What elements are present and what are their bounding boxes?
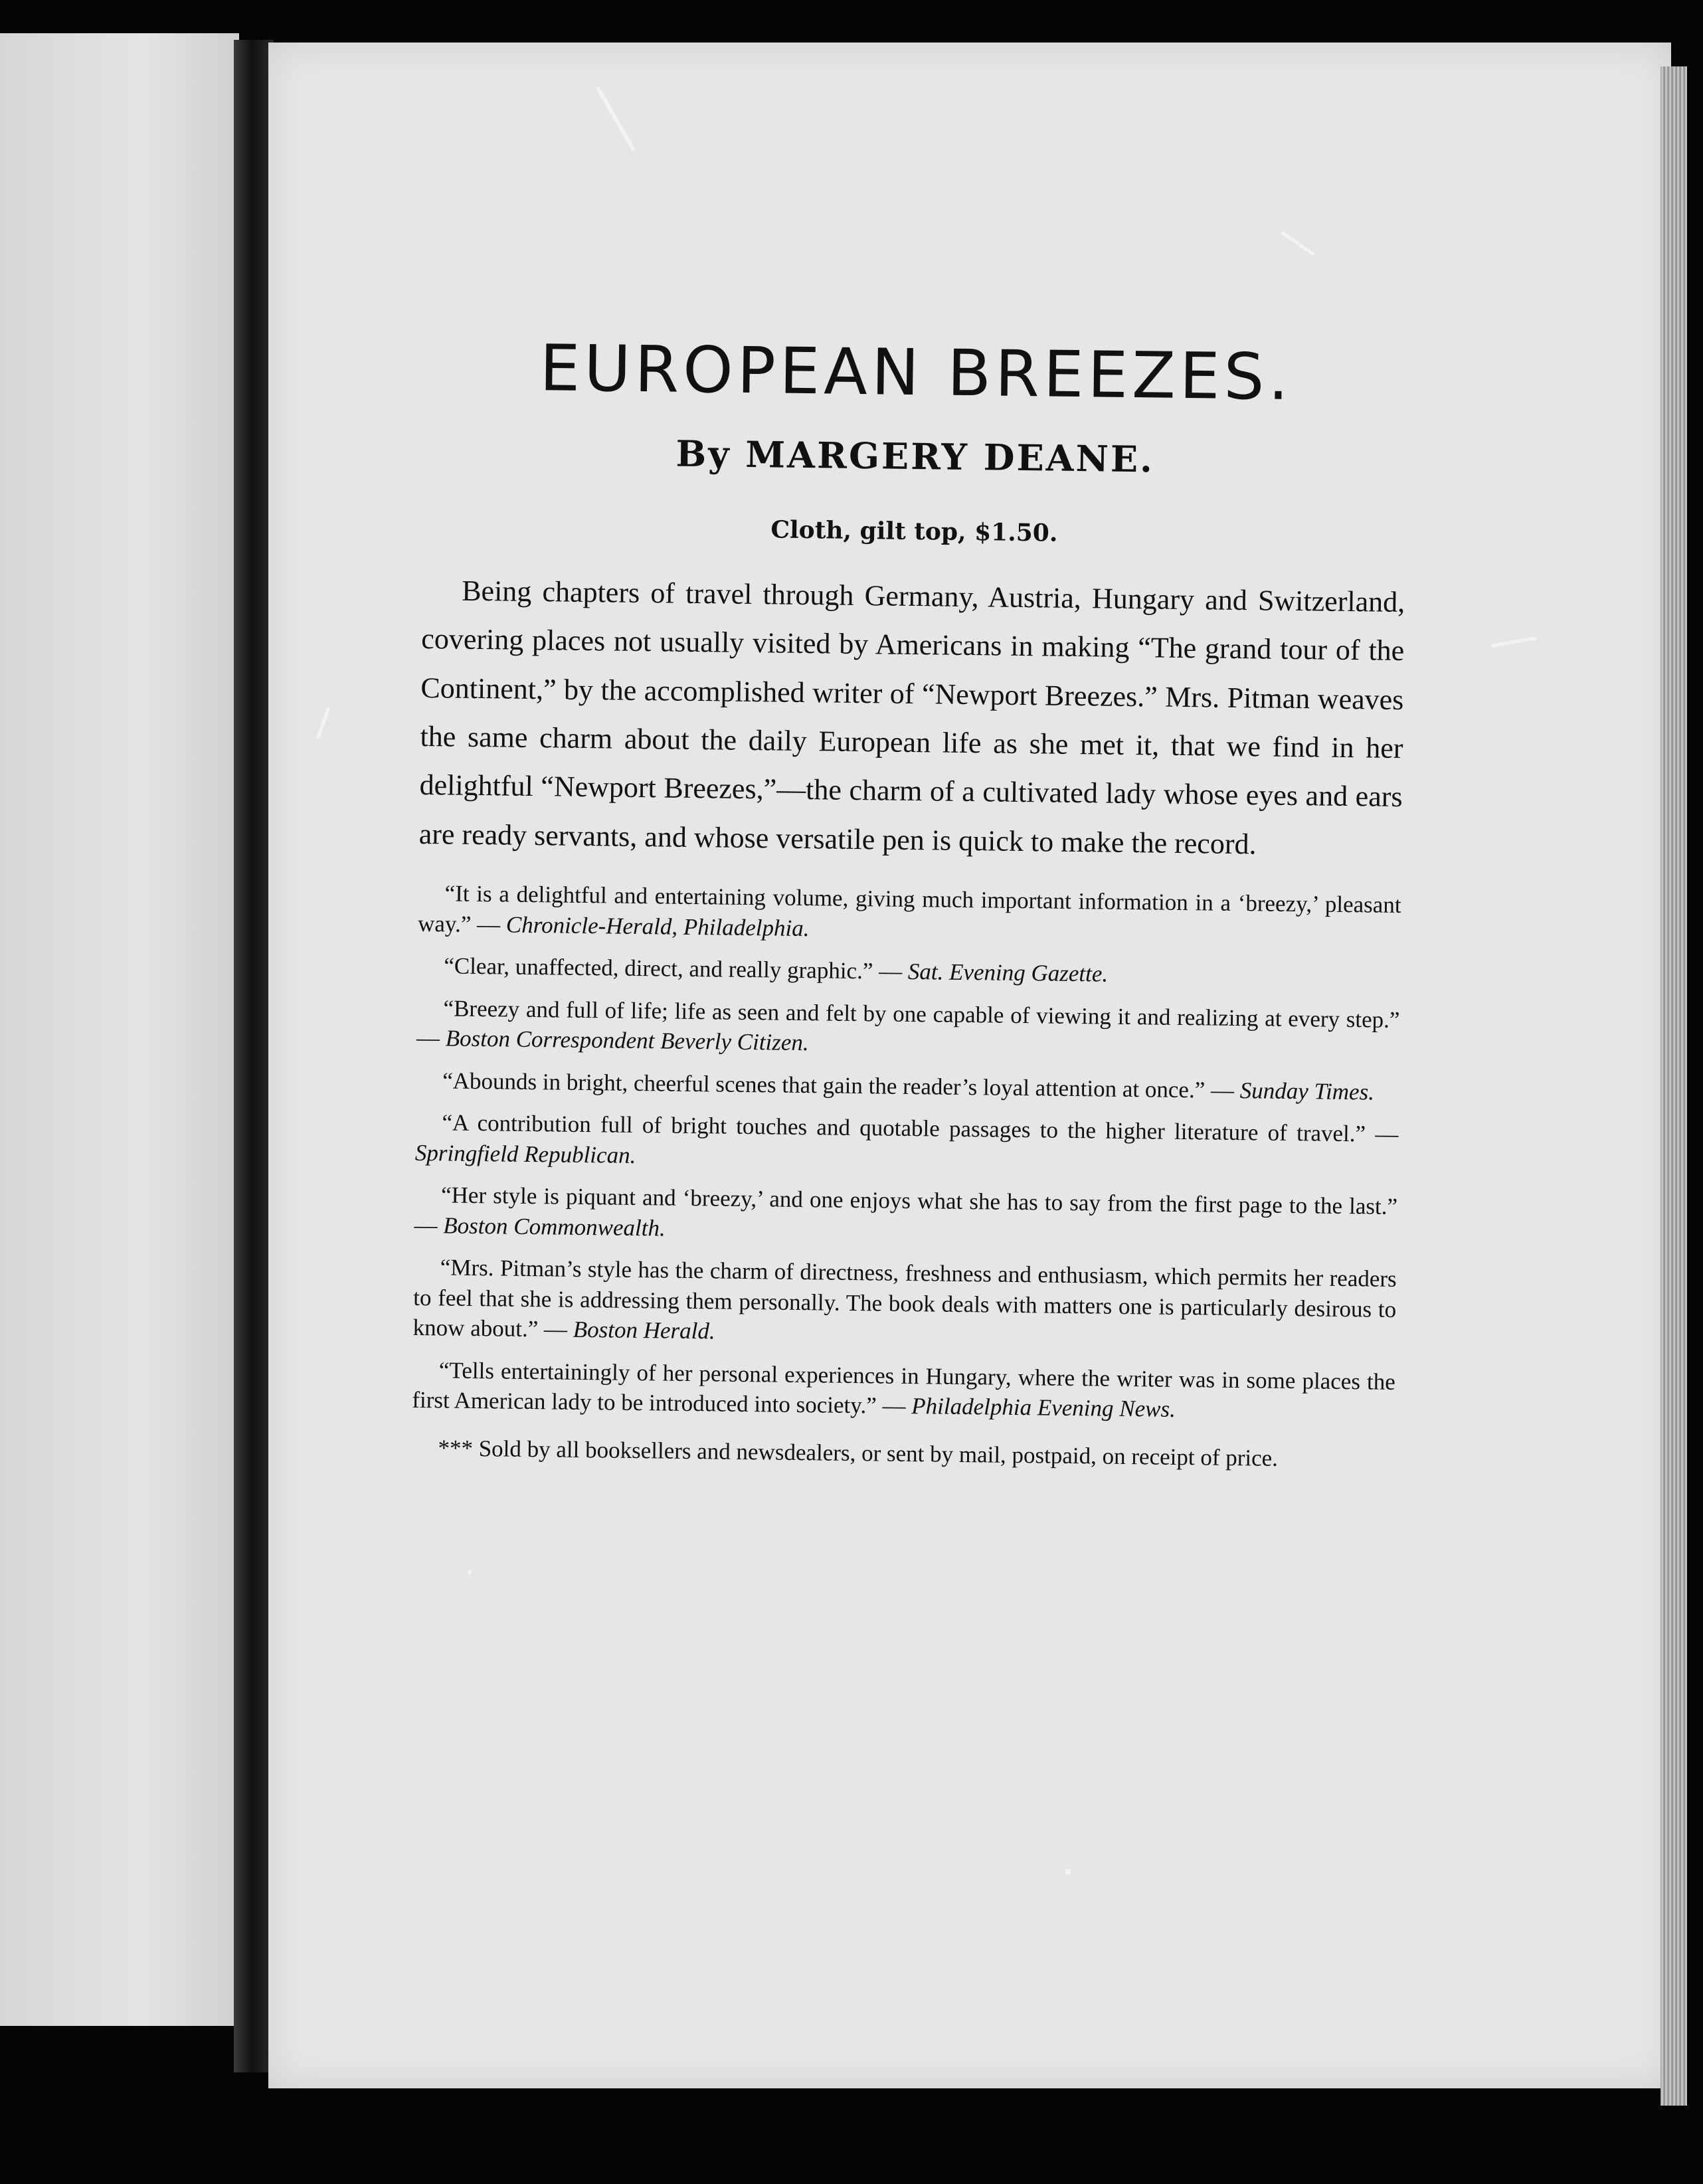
page-edges <box>1660 66 1687 2106</box>
book-description: Being chapters of travel through Germany, Austria, Hungary and Switzerland, covering places not usually visited by Americans in making “The grand tour of the Continent,” by the accomplished writer of “Newport Breezes.” Mrs. Pitman weaves the same charm about the daily European life as she met it, that we find in her delightful “Newport Breezes,”—the charm of a cultivated lady whose eyes and ears are ready servants, and whose versatile pen is quick to make the record. <box>418 574 1405 861</box>
review-quote: “A contribution full of bright touches and quotable passages to the higher literature of travel.” — <box>442 1109 1399 1148</box>
left-page <box>0 33 239 2026</box>
review-quote: “It is a delightful and entertaining volume, giving much important information in a ‘breezy,’ pleasant way.” — <box>417 880 1401 938</box>
review-item <box>412 1252 1397 1355</box>
dust-speck <box>468 1570 472 1574</box>
press-reviews <box>412 878 1401 1427</box>
book-gutter <box>234 40 274 2072</box>
review-quote: “Tells entertainingly of her personal experiences in Hungary, where the writer was in some places the first American lady to be introduced into society.” — <box>412 1357 1396 1419</box>
dust-speck <box>316 707 331 740</box>
review-item <box>416 993 1400 1065</box>
advertisement-content <box>411 332 1408 1475</box>
review-item <box>418 878 1401 951</box>
review-quote: “Mrs. Pitman’s style has the charm of directness, freshness and enthusiasm, which permits her readers to feel that she is addressing them personally. The book deals with matters one is particularly desirous to know about.” — <box>412 1254 1397 1343</box>
dust-speck <box>596 86 636 151</box>
review-item <box>417 951 1400 993</box>
review-quote: “Abounds in bright, cheerful scenes that gain the reader’s loyal attention at once.” — <box>442 1067 1235 1103</box>
review-source: Springfield Republican. <box>414 1139 636 1168</box>
dust-speck <box>1281 230 1315 256</box>
review-item <box>415 1107 1399 1180</box>
dust-speck <box>1065 1869 1071 1874</box>
dust-speck <box>1490 636 1537 648</box>
book-title: EUROPEAN BREEZES. <box>539 331 1293 414</box>
review-source: Boston Herald. <box>567 1317 715 1344</box>
review-source: Sat. Evening Gazette. <box>901 958 1109 988</box>
ordering-note: *** Sold by all booksellers and newsdealers, or sent by mail, postpaid, on receipt of price. <box>438 1435 1279 1471</box>
review-item <box>416 1065 1399 1108</box>
review-source: Chronicle-Herald, Philadelphia. <box>499 911 810 942</box>
review-item <box>412 1355 1395 1427</box>
review-source: Boston Correspondent Beverly Citizen. <box>439 1025 809 1056</box>
review-item <box>414 1180 1397 1252</box>
review-source: Philadelphia Evening News. <box>905 1393 1176 1423</box>
author-byline: By MARGERY DEANE. <box>675 432 1155 481</box>
price-line: Cloth, gilt top, $1.50. <box>770 515 1058 547</box>
review-quote: “Her style is piquant and ‘breezy,’ and one enjoys what she has to say from the first page to the last.” — <box>414 1182 1398 1239</box>
review-source: Boston Commonwealth. <box>437 1212 666 1241</box>
review-quote: “Breezy and full of life; life as seen and felt by one capable of viewing it and realizing at every step.” — <box>416 995 1400 1051</box>
review-source: Sunday Times. <box>1233 1077 1375 1105</box>
review-quote: “Clear, unaffected, direct, and really graphic.” — <box>444 953 903 985</box>
